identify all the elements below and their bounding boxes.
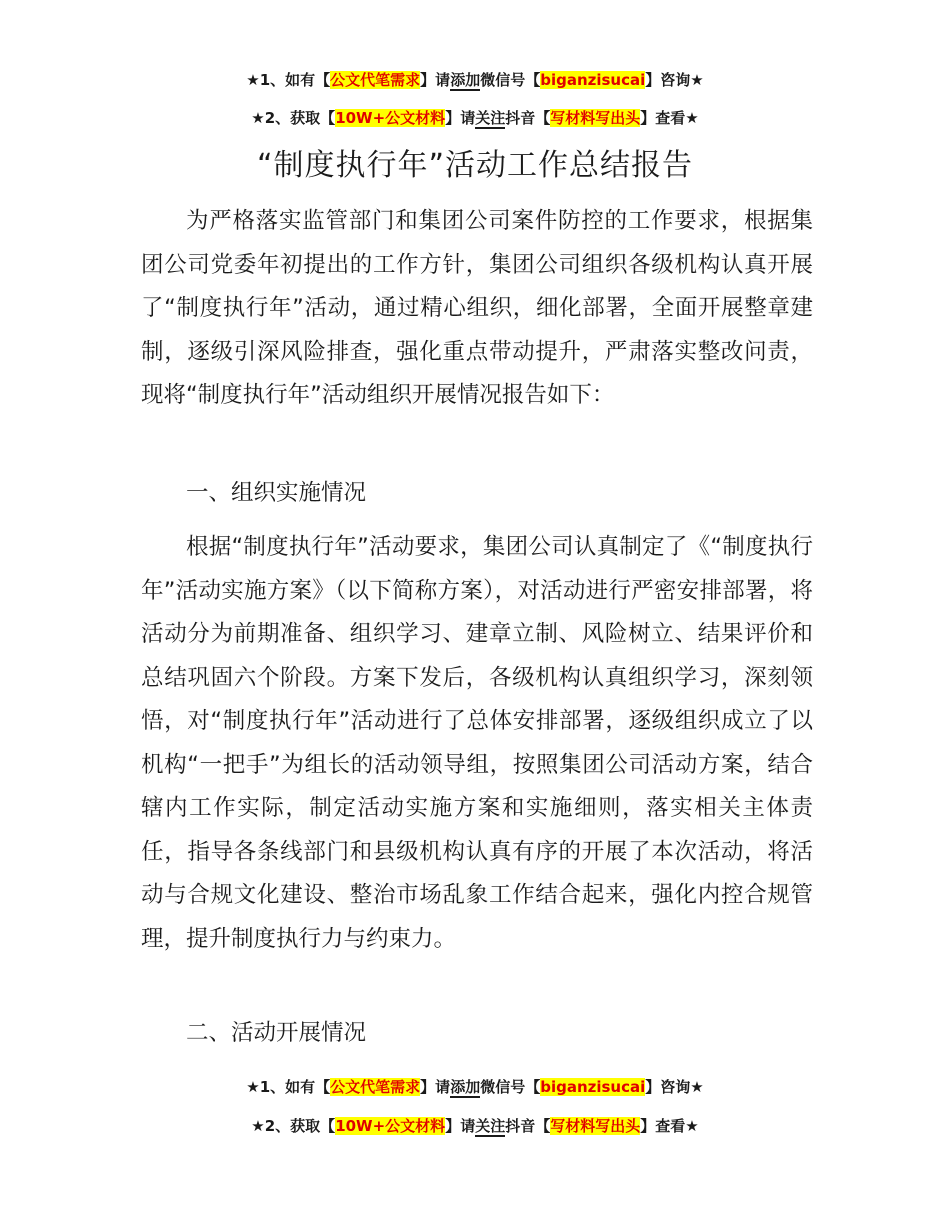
banner-highlight: 10W+公文材料 — [335, 1117, 446, 1135]
banner-text: ★2、获取【 — [251, 109, 336, 127]
section-heading-text: 一、组织实施情况 — [186, 480, 367, 506]
banner-text: ★2、获取【 — [251, 1117, 336, 1135]
section-heading-1 — [141, 472, 813, 516]
banner-highlight: 写材料写出头 — [550, 1117, 641, 1135]
banner-underlined: 关注 — [475, 109, 506, 127]
paragraph-text: 为严格落实监管部门和集团公司案件防控的工作要求，根据集团公司党委年初提出的工作方针，集团公司组织各级机构认真开展了“制度执行年”活动，通过精心组织，细化部署，全面开展整章建制，逐级引深风险排查，强化重点带动提升，严肃落实整改问责，现将“制度执行年”活动组织开展情况报告如下： — [141, 208, 813, 408]
section-heading-2 — [141, 1012, 813, 1056]
banner-text: 】查看★ — [640, 109, 699, 127]
banner-underlined: 添加 — [450, 71, 481, 89]
promo-banner-top-line-1 — [0, 70, 950, 90]
banner-highlight: 10W+公文材料 — [335, 109, 446, 127]
banner-text: 】请 — [420, 1078, 451, 1096]
banner-text: 】查看★ — [640, 1117, 699, 1135]
banner-text: 抖音【 — [505, 1117, 551, 1135]
banner-highlight: 写材料写出头 — [550, 109, 641, 127]
banner-text: 抖音【 — [505, 109, 551, 127]
banner-highlight: 公文代笔需求 — [330, 1078, 421, 1096]
banner-underlined: 添加 — [450, 1078, 481, 1096]
banner-text: 微信号【 — [480, 71, 541, 89]
banner-highlight: 公文代笔需求 — [330, 71, 421, 89]
promo-banner-top-line-2 — [0, 108, 950, 128]
banner-highlight: biganzisucai — [540, 1078, 646, 1096]
banner-underlined: 关注 — [475, 1117, 506, 1135]
paragraph-organization — [141, 526, 813, 961]
promo-banner-bottom-line-2 — [0, 1116, 950, 1136]
paragraph-text: 根据“制度执行年”活动要求，集团公司认真制定了《“制度执行年”活动实施方案》（以下简称方案），对活动进行严密安排部署，将活动分为前期准备、组织学习、建章立制、风险树立、结果评价和总结巩固六个阶段。方案下发后，各级机构认真组织学习，深刻领悟，对“制度执行年”活动进行了总体安排部署，逐级组织成立了以机构“一把手”为组长的活动领导组，按照集团公司活动方案，结合辖内工作实际，制定活动实施方案和实施细则，落实相关主体责任，指导各条线部门和县级机构认真有序的开展了本次活动，将活动与合规文化建设、整治市场乱象工作结合起来，强化内控合规管理，提升制度执行力与约束力。 — [141, 534, 813, 952]
banner-text: ★1、如有【 — [246, 1078, 331, 1096]
banner-text: 】请 — [445, 109, 476, 127]
promo-banner-bottom-line-1 — [0, 1077, 950, 1097]
banner-text: ★1、如有【 — [246, 71, 331, 89]
paragraph-intro — [141, 200, 813, 418]
section-heading-text: 二、活动开展情况 — [186, 1020, 367, 1046]
banner-text: 】咨询★ — [645, 71, 704, 89]
banner-text: 】咨询★ — [645, 1078, 704, 1096]
banner-text: 微信号【 — [480, 1078, 541, 1096]
document-title: “制度执行年”活动工作总结报告 — [256, 148, 694, 183]
banner-highlight: biganzisucai — [540, 71, 646, 89]
banner-text: 】请 — [445, 1117, 476, 1135]
banner-text: 】请 — [420, 71, 451, 89]
